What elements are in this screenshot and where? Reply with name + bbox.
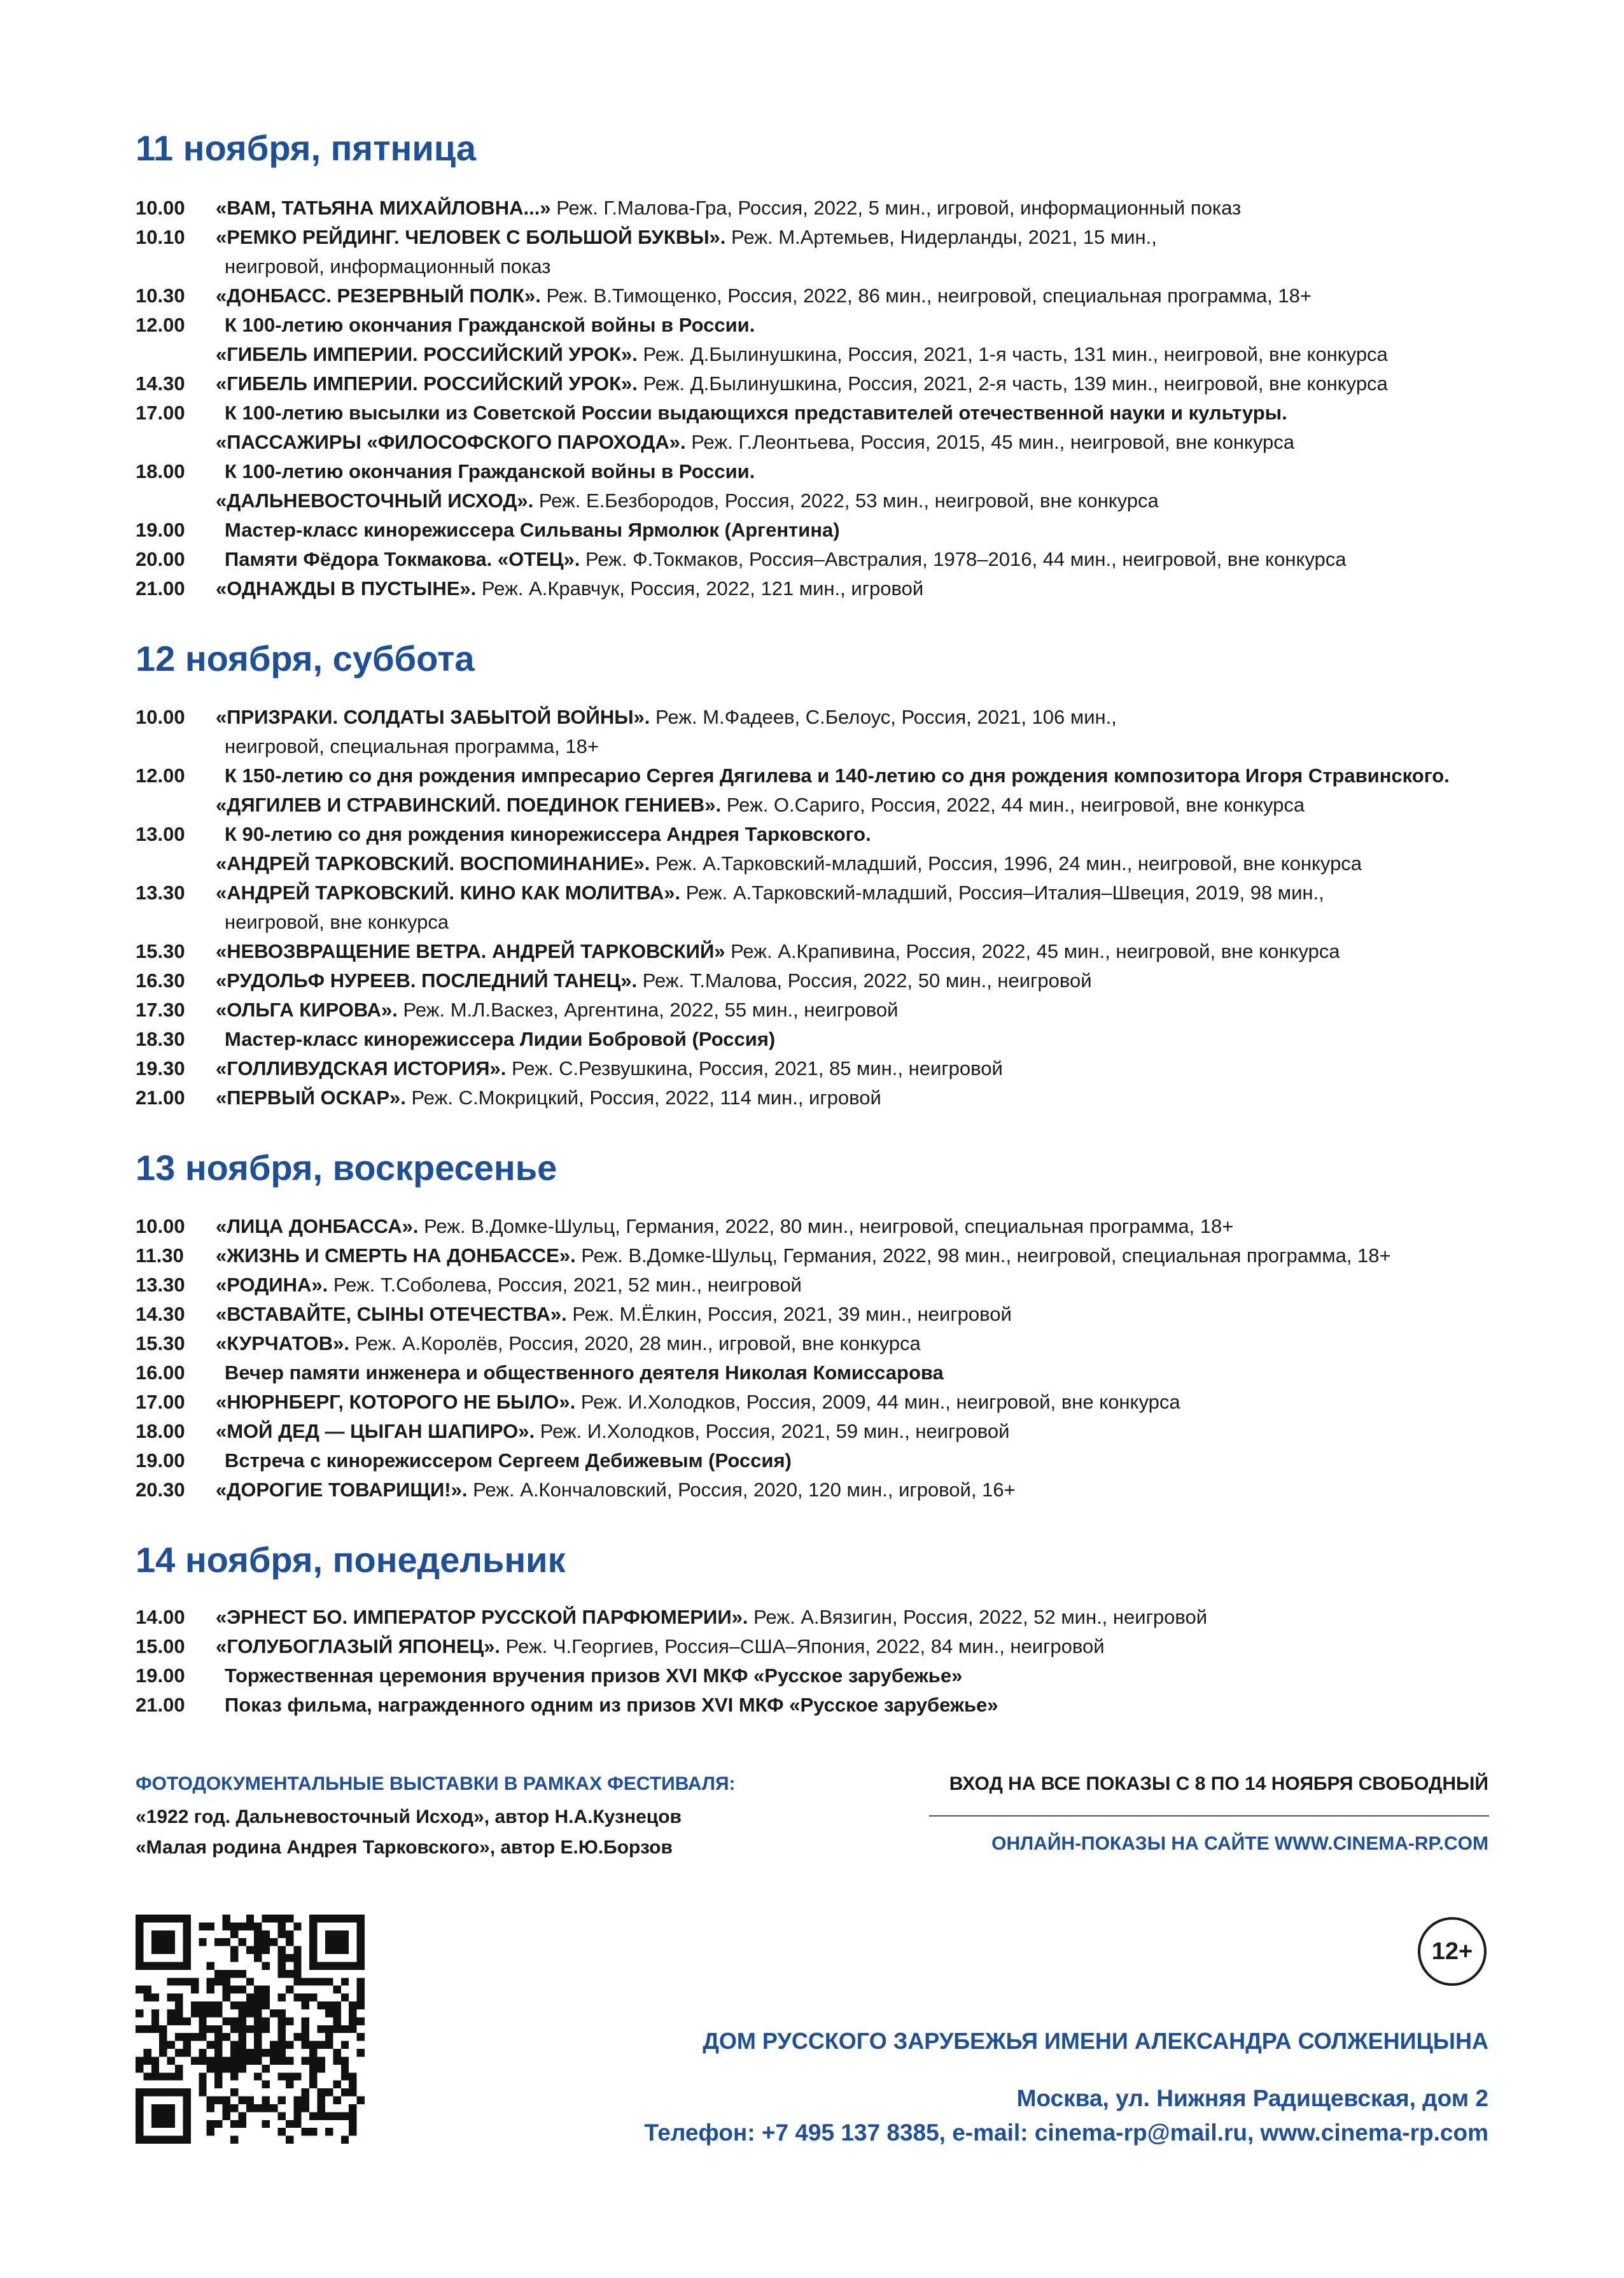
age-rating-badge: 12+ [1418,1917,1487,1986]
time: 19.00 [136,1449,185,1472]
film-title: «ЭРНЕСТ БО. ИМПЕРАТОР РУССКОЙ ПАРФЮМЕРИИ». [216,1606,748,1628]
film-info: Реж. Ф.Токмаков, Россия–Австралия, 1978–2016, 44 мин., неигровой, вне конкурса [580,548,1347,570]
time: 13.30 [136,1274,185,1296]
event-text: Встреча с кинорежиссером Сергеем Дебижевым (Россия) [225,1449,792,1472]
schedule-row [136,428,1536,457]
schedule-row [136,1475,1536,1505]
time: 10.00 [136,706,185,728]
film-info: Реж. Г.Малова-Гра, Россия, 2022, 5 мин., игровой, информационный показ [550,197,1242,219]
schedule-row [136,1691,1536,1720]
schedule-row [136,791,1536,820]
schedule-row [136,995,1536,1025]
film-title: «ГОЛЛИВУДСКАЯ ИСТОРИЯ». [216,1057,507,1079]
film-title: «АНДРЕЙ ТАРКОВСКИЙ. КИНО КАК МОЛИТВА». [216,882,681,904]
schedule-row [136,311,1536,340]
film-info: Реж. Г.Леонтьева, Россия, 2015, 45 мин., неигровой, вне конкурса [685,431,1294,453]
day-title-nov-14: 14 ноября, понедельник [136,1540,566,1580]
qr-code-icon [136,1915,365,2144]
film-info: Реж. С.Резвушкина, Россия, 2021, 85 мин., неигровой [506,1057,1003,1079]
film-title: «МОЙ ДЕД — ЦЫГАН ШАПИРО». [216,1420,535,1442]
time: 16.30 [136,969,185,992]
time: 20.30 [136,1479,185,1501]
film-title: «ОДНАЖДЫ В ПУСТЫНЕ». [216,577,477,600]
film-info-continued: неигровой, информационный показ [225,255,551,278]
schedule-row [136,1025,1536,1054]
film-title: «ПРИЗРАКИ. СОЛДАТЫ ЗАБЫТОЙ ВОЙНЫ». [216,706,650,728]
time: 10.10 [136,226,185,248]
film-info-continued: неигровой, специальная программа, 18+ [225,735,599,757]
schedule-row [136,340,1536,369]
schedule-row [136,457,1536,486]
film-title: «ВАМ, ТАТЬЯНА МИХАЙЛОВНА...» [216,197,551,219]
contacts[interactable]: Телефон: +7 495 137 8385, e-mail: cinema-rp@mail.ru, www.cinema-rp.com [644,2120,1488,2146]
schedule-row-continuation [136,908,1536,937]
event-text: Вечер памяти инженера и общественного деятеля Николая Комиссарова [225,1361,944,1384]
time: 19.00 [136,1664,185,1687]
schedule-row-continuation [136,732,1536,761]
film-title: «ГОЛУБОГЛАЗЫЙ ЯПОНЕЦ». [216,1635,501,1657]
film-title: «РЕМКО РЕЙДИНГ. ЧЕЛОВЕК С БОЛЬШОЙ БУКВЫ». [216,226,726,248]
schedule-row [136,486,1536,516]
film-info: Реж. Д.Былинушкина, Россия, 2021, 2-я часть, 139 мин., неигровой, вне конкурса [637,372,1388,395]
film-title: «ПАССАЖИРЫ «ФИЛОСОФСКОГО ПАРОХОДА». [216,431,686,453]
exhibitions-heading: ФОТОДОКУМЕНТАЛЬНЫЕ ВЫСТАВКИ В РАМКАХ ФЕСТИВАЛЯ: [136,1773,736,1794]
film-title: «ПЕРВЫЙ ОСКАР». [216,1086,406,1109]
film-title: «РУДОЛЬФ НУРЕЕВ. ПОСЛЕДНИЙ ТАНЕЦ». [216,969,638,992]
film-info: Реж. О.Сариго, Россия, 2022, 44 мин., неигровой, вне конкурса [721,794,1305,816]
schedule-row [136,878,1536,908]
time: 14.30 [136,1303,185,1325]
film-title: «ДОРОГИЕ ТОВАРИЩИ!». [216,1479,468,1501]
schedule-row [136,1083,1536,1113]
organization-name: ДОМ РУССКОГО ЗАРУБЕЖЬЯ ИМЕНИ АЛЕКСАНДРА СОЛЖЕНИЦЫНА [703,2028,1488,2054]
film-title: «ЖИЗНЬ И СМЕРТЬ НА ДОНБАССЕ». [216,1244,576,1267]
event-text: Мастер-класс кинорежиссера Лидии Бобровой (Россия) [225,1028,776,1050]
schedule-nov-12 [136,703,1536,1113]
schedule-row [136,937,1536,966]
schedule-row [136,1241,1536,1270]
schedule-row [136,369,1536,398]
time: 17.00 [136,1391,185,1413]
schedule-row [136,1603,1536,1632]
film-info: Реж. М.Фадеев, С.Белоус, Россия, 2021, 106 мин., [650,706,1117,728]
film-info: Реж. Е.Безбородов, Россия, 2022, 53 мин., неигровой, вне конкурса [533,489,1159,512]
day-title-nov-12: 12 ноября, суббота [136,638,475,678]
schedule-nov-13 [136,1212,1536,1505]
schedule-row [136,1054,1536,1083]
time: 14.30 [136,372,185,395]
online-screenings-link[interactable]: ОНЛАЙН-ПОКАЗЫ НА САЙТЕ WWW.CINEMA-RP.COM [991,1833,1488,1854]
film-info: Реж. Ч.Георгиев, Россия–США–Япония, 2022, 84 мин., неигровой [500,1635,1105,1657]
schedule-row [136,1300,1536,1329]
divider [929,1815,1489,1817]
film-info: Реж. А.Кравчук, Россия, 2022, 121 мин., игровой [476,577,924,600]
schedule-row [136,966,1536,995]
film-title: «НЮРНБЕРГ, КОТОРОГО НЕ БЫЛО». [216,1391,576,1413]
film-info: Реж. С.Мокрицкий, Россия, 2022, 114 мин., игровой [405,1086,881,1109]
film-title: «ДОНБАСС. РЕЗЕРВНЫЙ ПОЛК». [216,285,541,307]
time: 12.00 [136,764,185,787]
film-info: Реж. А.Крапивина, Россия, 2022, 45 мин., неигровой, вне конкурса [725,940,1340,962]
free-entry-notice: ВХОД НА ВСЕ ПОКАЗЫ С 8 ПО 14 НОЯБРЯ СВОБОДНЫЙ [949,1773,1488,1794]
film-info: Реж. В.Домке-Шульц, Германия, 2022, 98 мин., неигровой, специальная программа, 18+ [575,1244,1391,1267]
time: 17.30 [136,999,185,1021]
time: 18.00 [136,460,185,482]
film-info: Реж. М.Ёлкин, Россия, 2021, 39 мин., неигровой [566,1303,1012,1325]
schedule-row [136,398,1536,428]
film-info: Реж. Д.Былинушкина, Россия, 2021, 1-я часть, 131 мин., неигровой, вне конкурса [637,343,1388,365]
film-info: Реж. В.Домке-Шульц, Германия, 2022, 80 мин., неигровой, специальная программа, 18+ [418,1215,1234,1237]
schedule-row [136,193,1536,223]
time: 16.00 [136,1361,185,1384]
time: 19.00 [136,519,185,541]
film-info: Реж. В.Тимощенко, Россия, 2022, 86 мин., неигровой, специальная программа, 18+ [540,285,1312,307]
exhibition-item: «1922 год. Дальневосточный Исход», автор Н.А.Кузнецов [136,1806,682,1827]
film-title: Памяти Фёдора Токмакова. «ОТЕЦ». [225,548,580,570]
film-title: «ОЛЬГА КИРОВА». [216,999,398,1021]
time: 20.00 [136,548,185,570]
event-text: К 100-летию окончания Гражданской войны в России. [225,314,755,336]
schedule-row [136,545,1536,574]
film-title: «ЛИЦА ДОНБАССА». [216,1215,419,1237]
time: 13.00 [136,823,185,845]
schedule-row [136,1417,1536,1446]
schedule-row [136,281,1536,311]
time: 15.30 [136,940,185,962]
schedule-row [136,761,1536,791]
time: 19.30 [136,1057,185,1079]
time: 10.00 [136,197,185,219]
film-title: «КУРЧАТОВ». [216,1332,350,1354]
film-title: «ГИБЕЛЬ ИМПЕРИИ. РОССИЙСКИЙ УРОК». [216,372,638,395]
schedule-row [136,820,1536,849]
film-info: Реж. А.Тарковский-младший, Россия, 1996, 24 мин., неигровой, вне конкурса [650,852,1362,875]
schedule-row [136,1358,1536,1388]
time: 11.30 [136,1244,184,1267]
event-text: Показ фильма, награжденного одним из призов XVI МКФ «Русское зарубежье» [225,1694,998,1716]
schedule-row [136,1270,1536,1300]
time: 12.00 [136,314,185,336]
exhibition-item: «Малая родина Андрея Тарковского», автор Е.Ю.Борзов [136,1837,673,1858]
time: 10.00 [136,1215,185,1237]
schedule-nov-14 [136,1603,1536,1720]
schedule-row [136,1388,1536,1417]
time: 21.00 [136,1086,185,1109]
time: 18.30 [136,1028,185,1050]
time: 21.00 [136,1694,185,1716]
schedule-row [136,1446,1536,1475]
film-info: Реж. А.Кончаловский, Россия, 2020, 120 мин., игровой, 16+ [467,1479,1016,1501]
film-info: Реж. Т.Соболева, Россия, 2021, 52 мин., неигровой [328,1274,802,1296]
address: Москва, ул. Нижняя Радищевская, дом 2 [1016,2085,1488,2111]
time: 15.30 [136,1332,185,1354]
film-info: Реж. А.Тарковский-младший, Россия–Италия–Швеция, 2019, 98 мин., [680,882,1324,904]
film-info: Реж. И.Холодков, Россия, 2021, 59 мин., неигровой [535,1420,1010,1442]
time: 14.00 [136,1606,185,1628]
time: 10.30 [136,285,185,307]
event-text: К 150-летию со дня рождения импресарио Сергея Дягилева и 140-летию со дня рождения композитора Игоря Стравинского. [225,764,1450,787]
schedule-row [136,849,1536,878]
time: 17.00 [136,402,185,424]
schedule-row [136,574,1536,603]
schedule-row [136,223,1536,252]
time: 13.30 [136,882,185,904]
film-title: «ВСТАВАЙТЕ, СЫНЫ ОТЕЧЕСТВА». [216,1303,567,1325]
schedule-row-continuation [136,252,1536,281]
event-text: К 100-летию высылки из Советской России выдающихся представителей отечественной науки и культуры. [225,402,1287,424]
film-title: «АНДРЕЙ ТАРКОВСКИЙ. ВОСПОМИНАНИЕ». [216,852,650,875]
schedule-row [136,1212,1536,1241]
film-info: Реж. И.Холодков, Россия, 2009, 44 мин., неигровой, вне конкурса [575,1391,1180,1413]
event-text: К 100-летию окончания Гражданской войны в России. [225,460,755,482]
schedule-nov-11 [136,193,1536,603]
schedule-row [136,1661,1536,1691]
schedule-row [136,703,1536,732]
film-title: «ДЯГИЛЕВ И СТРАВИНСКИЙ. ПОЕДИНОК ГЕНИЕВ». [216,794,722,816]
film-info: Реж. М.Артемьев, Нидерланды, 2021, 15 мин., [725,226,1157,248]
film-title: «ДАЛЬНЕВОСТОЧНЫЙ ИСХОД». [216,489,534,512]
film-title: «НЕВОЗВРАЩЕНИЕ ВЕТРА. АНДРЕЙ ТАРКОВСКИЙ» [216,940,725,962]
time: 15.00 [136,1635,185,1657]
time: 18.00 [136,1420,185,1442]
film-title: «РОДИНА». [216,1274,328,1296]
day-title-nov-11: 11 ноября, пятница [136,128,477,168]
film-info: Реж. А.Вязигин, Россия, 2022, 52 мин., неигровой [748,1606,1208,1628]
film-info: Реж. Т.Малова, Россия, 2022, 50 мин., неигровой [637,969,1092,992]
event-text: К 90-летию со дня рождения кинорежиссера Андрея Тарковского. [225,823,871,845]
film-info: Реж. А.Королёв, Россия, 2020, 28 мин., игровой, вне конкурса [349,1332,921,1354]
film-title: «ГИБЕЛЬ ИМПЕРИИ. РОССИЙСКИЙ УРОК». [216,343,638,365]
schedule-row [136,516,1536,545]
day-title-nov-13: 13 ноября, воскресенье [136,1148,557,1188]
film-info-continued: неигровой, вне конкурса [225,911,449,933]
event-text: Торжественная церемония вручения призов XVI МКФ «Русское зарубежье» [225,1664,963,1687]
schedule-row [136,1329,1536,1358]
time: 21.00 [136,577,185,600]
event-text: Мастер-класс кинорежиссера Сильваны Ярмолюк (Аргентина) [225,519,840,541]
schedule-row [136,1632,1536,1661]
film-info: Реж. М.Л.Васкез, Аргентина, 2022, 55 мин., неигровой [397,999,899,1021]
